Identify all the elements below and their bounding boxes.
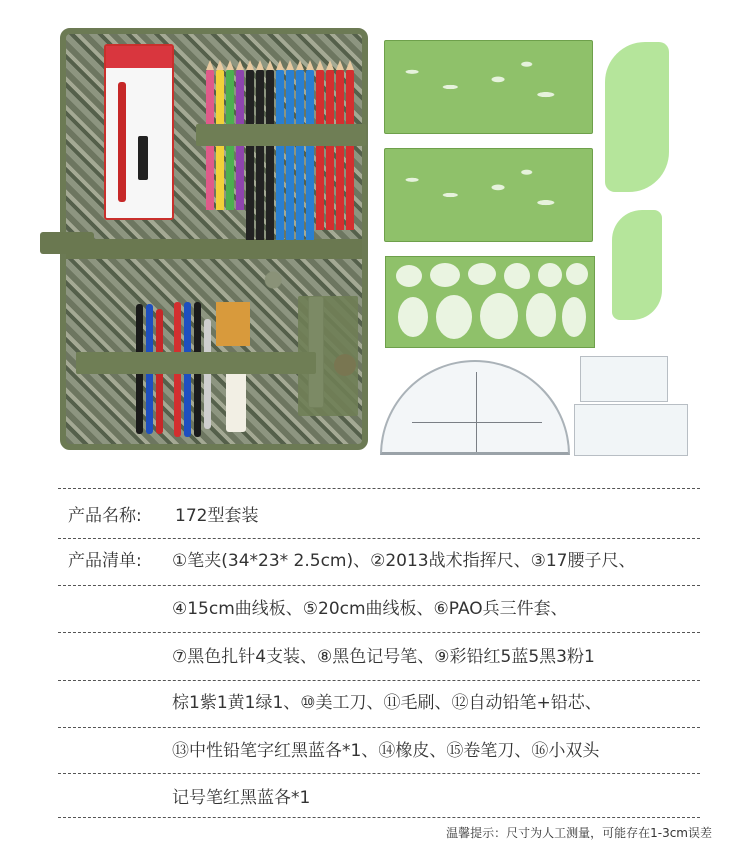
pencil — [306, 70, 314, 240]
divider — [58, 680, 700, 681]
pen-holder — [298, 296, 358, 416]
product-list-line: ⑦黑色扎针4支装、⑧黑色记号笔、⑨彩铅红5蓝5黑3粉1 — [172, 647, 595, 667]
pen-case — [60, 28, 368, 450]
pen-strap — [76, 352, 316, 374]
protractor — [380, 360, 570, 455]
pencil — [286, 70, 294, 240]
pencil — [326, 70, 334, 230]
product-list-label: 产品清单: — [68, 551, 142, 571]
product-name-value: 172型套装 — [175, 506, 259, 526]
divider — [58, 727, 700, 728]
product-list-line: 记号笔红黑蓝各*1 — [172, 788, 311, 808]
product-name-label: 产品名称: — [68, 506, 142, 526]
product-list-line: ①笔夹(34*23* 2.5cm)、②2013战术指挥尺、③17腰子尺、 — [172, 551, 636, 571]
eraser — [226, 364, 246, 432]
brush — [216, 302, 250, 346]
kidney-ruler — [385, 256, 595, 348]
measurement-note: 温馨提示：尺寸为人工测量，可能存在1-3cm误差 — [446, 826, 712, 840]
mechanical-pencil-pack — [104, 44, 174, 220]
divider — [58, 632, 700, 633]
pencil — [316, 70, 324, 230]
pen-case-divider — [66, 239, 362, 259]
curve-ruler-large — [605, 42, 669, 192]
divider — [58, 773, 700, 774]
product-list-line: 棕1紫1黄1绿1、⑩美工刀、⑪毛刷、⑫自动铅笔+铅芯、 — [172, 693, 602, 713]
small-ruler — [574, 404, 688, 456]
template-ruler — [384, 148, 593, 242]
small-ruler — [580, 356, 668, 402]
pencil — [246, 70, 254, 240]
divider — [58, 488, 700, 489]
divider — [58, 538, 700, 539]
utility-knife — [204, 319, 211, 429]
template-ruler — [384, 40, 593, 134]
pencil — [336, 70, 344, 230]
product-list-line: ⑬中性铅笔字红黑蓝各*1、⑭橡皮、⑮卷笔刀、⑯小双头 — [172, 741, 600, 761]
pencil-strap — [196, 124, 366, 146]
pencil — [276, 70, 284, 240]
pencil — [296, 70, 304, 240]
pencil — [266, 70, 274, 240]
product-list-line: ④15cm曲线板、⑤20cm曲线板、⑥PAO兵三件套、 — [172, 599, 568, 619]
divider — [58, 585, 700, 586]
divider — [58, 817, 700, 818]
pencil — [346, 70, 354, 230]
curve-ruler-small — [612, 210, 662, 320]
pencil — [256, 70, 264, 240]
